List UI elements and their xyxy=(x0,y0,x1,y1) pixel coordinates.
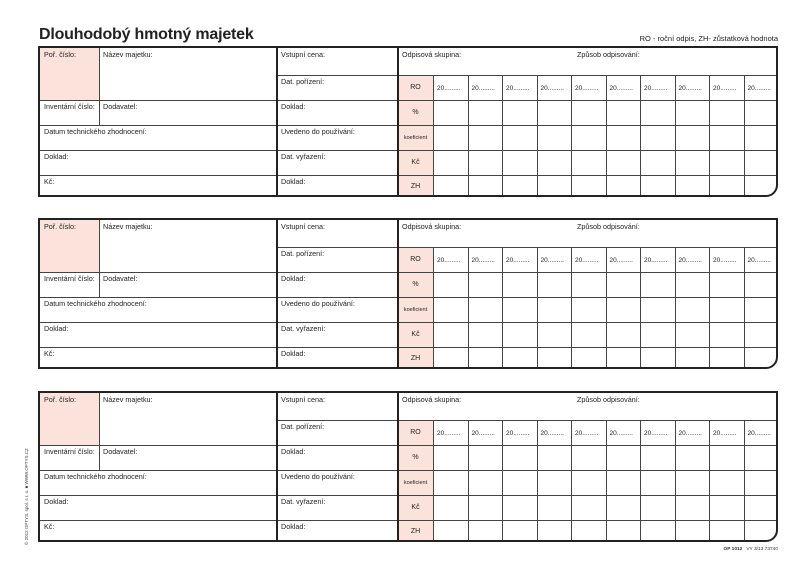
form-code: OP 1012 VY 3/13 73740 xyxy=(723,547,778,552)
asset-card xyxy=(38,391,778,542)
legend-text: RO - roční odpis, ZH- zůstatková hodnota xyxy=(639,34,778,43)
asset-card xyxy=(38,218,778,369)
row-label-ro: RO xyxy=(398,75,433,100)
year-cell[interactable]: 20......... xyxy=(678,430,702,437)
doklad-field[interactable]: Doklad: xyxy=(44,324,69,333)
row-label-percent: % xyxy=(398,100,433,125)
row-label-zh: ZH xyxy=(398,175,433,197)
year-cell[interactable]: 20......... xyxy=(678,85,702,92)
row-label-ro: RO xyxy=(398,247,433,272)
year-cell[interactable]: 20......... xyxy=(678,257,702,264)
dodavatel-field[interactable]: Dodavatel: xyxy=(103,447,138,456)
asset-card xyxy=(38,46,778,197)
publisher-side-text: © 2012 OPTYS, spol. s r. o. ■ WWW.OPTYS.CZ xyxy=(24,448,29,545)
row-label-koeficient: koeficient xyxy=(398,470,433,495)
doklad-field[interactable]: Doklad: xyxy=(44,152,69,161)
year-cell[interactable]: 20......... xyxy=(471,430,495,437)
dodavatel-field[interactable]: Dodavatel: xyxy=(103,102,138,111)
doklad3-field[interactable]: Doklad: xyxy=(281,522,306,531)
zpusob-odpisovani-field[interactable]: Způsob odpisování: xyxy=(577,395,640,404)
uvedeno-field[interactable]: Uvedeno do používání: xyxy=(281,472,355,481)
year-cell[interactable]: 20......... xyxy=(575,430,599,437)
year-cell[interactable]: 20......... xyxy=(437,257,461,264)
uvedeno-field[interactable]: Uvedeno do používání: xyxy=(281,127,355,136)
doklad2-field[interactable]: Doklad: xyxy=(281,102,306,111)
year-cell[interactable]: 20......... xyxy=(471,257,495,264)
year-cell[interactable]: 20......... xyxy=(609,430,633,437)
vstupni-cena-field[interactable]: Vstupní cena: xyxy=(281,395,325,404)
datum-zhodnoceni-field[interactable]: Datum technického zhodnocení: xyxy=(44,299,147,308)
year-cell[interactable]: 20......... xyxy=(644,430,668,437)
nazev-majetku-field[interactable]: Název majetku: xyxy=(103,395,153,404)
doklad2-field[interactable]: Doklad: xyxy=(281,447,306,456)
year-cell[interactable]: 20......... xyxy=(644,257,668,264)
vstupni-cena-field[interactable]: Vstupní cena: xyxy=(281,50,325,59)
year-cell[interactable]: 20......... xyxy=(437,85,461,92)
dat-porizeni-field[interactable]: Dat. pořízení: xyxy=(281,77,325,86)
dat-porizeni-field[interactable]: Dat. pořízení: xyxy=(281,249,325,258)
dodavatel-field[interactable]: Dodavatel: xyxy=(103,274,138,283)
year-cell[interactable]: 20......... xyxy=(506,257,530,264)
year-cell[interactable]: 20......... xyxy=(437,430,461,437)
doklad3-field[interactable]: Doklad: xyxy=(281,177,306,186)
dat-vyrazeni-field[interactable]: Dat. vyřazení: xyxy=(281,152,326,161)
year-cell[interactable]: 20......... xyxy=(747,257,771,264)
year-cell[interactable]: 20......... xyxy=(747,430,771,437)
year-cell[interactable]: 20......... xyxy=(747,85,771,92)
year-cell[interactable]: 20......... xyxy=(540,257,564,264)
year-cell[interactable]: 20......... xyxy=(540,85,564,92)
row-label-zh: ZH xyxy=(398,520,433,542)
form-title: Dlouhodobý hmotný majetek xyxy=(39,26,254,43)
kc-field[interactable]: Kč: xyxy=(44,522,55,531)
doklad2-field[interactable]: Doklad: xyxy=(281,274,306,283)
nazev-majetku-field[interactable]: Název majetku: xyxy=(103,50,153,59)
row-label-percent: % xyxy=(398,445,433,470)
odpisova-skupina-field[interactable]: Odpisová skupina: xyxy=(402,395,462,404)
row-label-kc: Kč xyxy=(398,495,433,520)
year-cell[interactable]: 20......... xyxy=(713,257,737,264)
nazev-majetku-field[interactable]: Název majetku: xyxy=(103,222,153,231)
row-label-kc: Kč xyxy=(398,322,433,347)
row-label-zh: ZH xyxy=(398,347,433,369)
row-label-ro: RO xyxy=(398,420,433,445)
por-cislo-field[interactable]: Poř. číslo: xyxy=(40,48,99,100)
datum-zhodnoceni-field[interactable]: Datum technického zhodnocení: xyxy=(44,472,147,481)
year-cell[interactable]: 20......... xyxy=(575,257,599,264)
por-cislo-field[interactable]: Poř. číslo: xyxy=(40,220,99,272)
row-label-koeficient: koeficient xyxy=(398,125,433,150)
odpisova-skupina-field[interactable]: Odpisová skupina: xyxy=(402,50,462,59)
kc-field[interactable]: Kč: xyxy=(44,349,55,358)
inventarni-cislo-field[interactable]: Inventární číslo: xyxy=(44,447,95,456)
row-label-percent: % xyxy=(398,272,433,297)
doklad-field[interactable]: Doklad: xyxy=(44,497,69,506)
year-cell[interactable]: 20......... xyxy=(713,85,737,92)
doklad3-field[interactable]: Doklad: xyxy=(281,349,306,358)
year-cell[interactable]: 20......... xyxy=(506,85,530,92)
dat-porizeni-field[interactable]: Dat. pořízení: xyxy=(281,422,325,431)
uvedeno-field[interactable]: Uvedeno do používání: xyxy=(281,299,355,308)
zpusob-odpisovani-field[interactable]: Způsob odpisování: xyxy=(577,50,640,59)
row-label-koeficient: koeficient xyxy=(398,297,433,322)
zpusob-odpisovani-field[interactable]: Způsob odpisování: xyxy=(577,222,640,231)
datum-zhodnoceni-field[interactable]: Datum technického zhodnocení: xyxy=(44,127,147,136)
dat-vyrazeni-field[interactable]: Dat. vyřazení: xyxy=(281,324,326,333)
row-label-kc: Kč xyxy=(398,150,433,175)
year-cell[interactable]: 20......... xyxy=(471,85,495,92)
year-cell[interactable]: 20......... xyxy=(609,85,633,92)
year-cell[interactable]: 20......... xyxy=(575,85,599,92)
year-cell[interactable]: 20......... xyxy=(609,257,633,264)
year-cell[interactable]: 20......... xyxy=(644,85,668,92)
por-cislo-field[interactable]: Poř. číslo: xyxy=(40,393,99,445)
inventarni-cislo-field[interactable]: Inventární číslo: xyxy=(44,102,95,111)
year-cell[interactable]: 20......... xyxy=(506,430,530,437)
kc-field[interactable]: Kč: xyxy=(44,177,55,186)
inventarni-cislo-field[interactable]: Inventární číslo: xyxy=(44,274,95,283)
year-cell[interactable]: 20......... xyxy=(540,430,564,437)
odpisova-skupina-field[interactable]: Odpisová skupina: xyxy=(402,222,462,231)
year-cell[interactable]: 20......... xyxy=(713,430,737,437)
vstupni-cena-field[interactable]: Vstupní cena: xyxy=(281,222,325,231)
dat-vyrazeni-field[interactable]: Dat. vyřazení: xyxy=(281,497,326,506)
